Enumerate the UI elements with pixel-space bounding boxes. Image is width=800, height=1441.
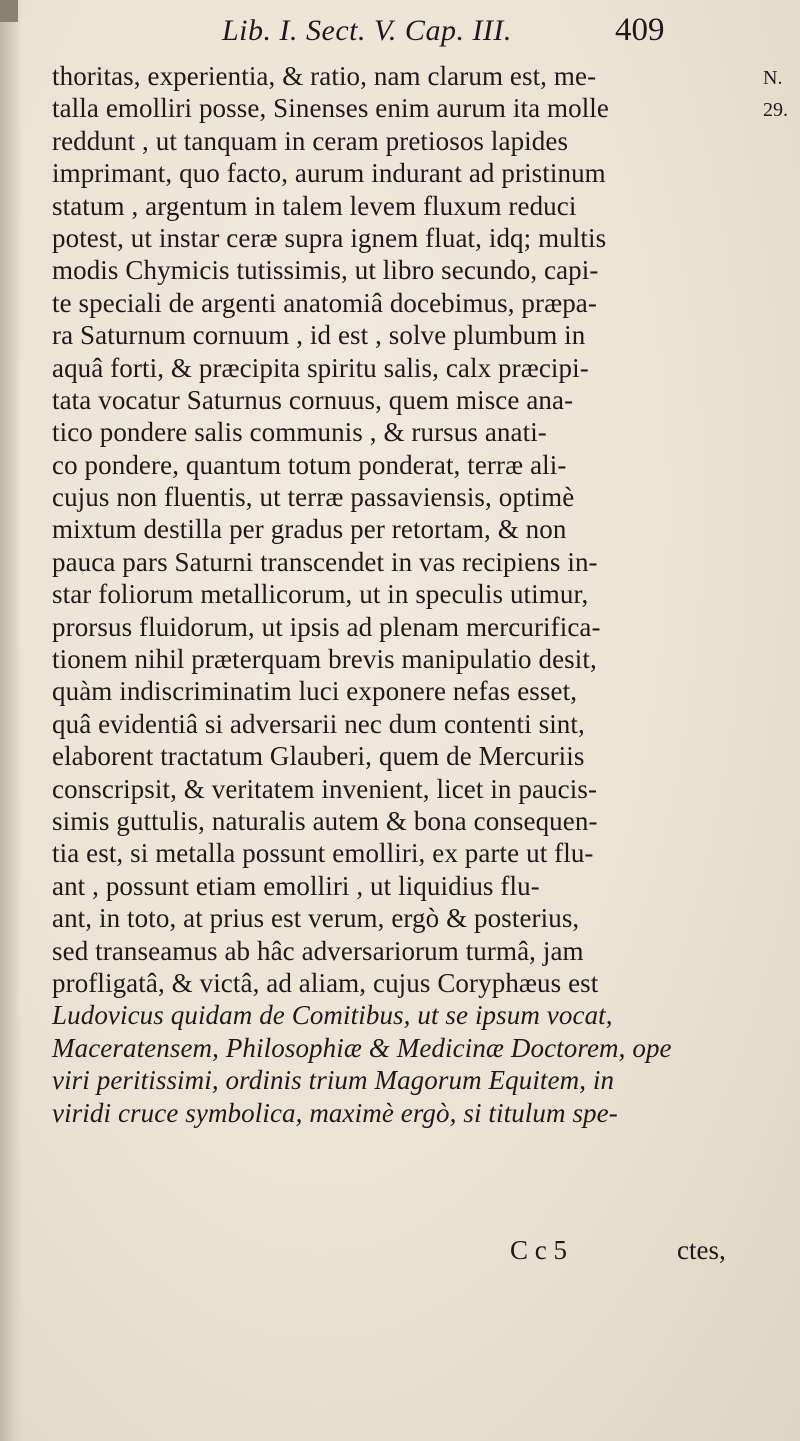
text-line: simis guttulis, naturalis autem & bona consequen- <box>52 805 598 836</box>
text-line: reddunt , ut tanquam in ceram pretiosos lapides <box>52 125 569 156</box>
text-line: ra Saturnum cornuum , id est , solve plumbum in <box>52 320 586 351</box>
text-line: profligatâ, & victâ, ad aliam, cujus Coryphæus est <box>52 967 599 998</box>
text-line: ant, in toto, at prius est verum, ergò & posterius, <box>52 903 580 934</box>
running-head: Lib. I. Sect. V. Cap. III. <box>222 14 512 47</box>
margin-note: N. <box>763 67 783 89</box>
page-number: 409 <box>615 12 665 48</box>
text-line: conscripsit, & veritatem invenient, licet in paucis- <box>52 773 598 804</box>
text-line: star foliorum metallicorum, ut in speculis utimur, <box>52 579 589 610</box>
page-corner-mark <box>0 0 18 22</box>
text-line: sed transeamus ab hâc adversariorum turmâ, jam <box>52 935 584 966</box>
text-line: aquâ forti, & præcipita spiritu salis, calx præcipi- <box>52 352 589 383</box>
text-line: thoritas, experientia, & ratio, nam clarum est, me- <box>52 61 597 91</box>
text-line: imprimant, quo facto, aurum indurant ad pristinum <box>52 158 606 189</box>
italic-text-line: Maceratensem, Philosophiæ & Medicinæ Doctorem, ope <box>52 1032 672 1063</box>
text-line: modis Chymicis tutissimis, ut libro secundo, capi- <box>52 255 599 286</box>
text-line: talla emolliri posse, Sinenses enim aurum ita molle <box>52 93 609 124</box>
catchword: ctes, <box>677 1235 726 1265</box>
text-line: tico pondere salis communis , & rursus anati- <box>52 417 547 448</box>
text-line: prorsus fluidorum, ut ipsis ad plenam mercurifica- <box>52 611 601 642</box>
text-line: potest, ut instar ceræ supra ignem fluat, idq; multis <box>52 222 607 253</box>
text-line: elaborent tractatum Glauberi, quem de Mercuriis <box>52 741 585 772</box>
text-line: pauca pars Saturni transcendet in vas recipiens in- <box>52 546 598 577</box>
text-line: co pondere, quantum totum ponderat, terræ ali- <box>52 449 567 480</box>
italic-text-line: Ludovicus quidam de Comitibus, ut se ipsum vocat, <box>52 1000 613 1031</box>
text-line: statum , argentum in talem levem fluxum reduci <box>52 190 577 221</box>
italic-text-line: viri peritissimi, ordinis trium Magorum Equitem, in <box>52 1065 615 1096</box>
italic-text-line: viridi cruce symbolica, maximè ergò, si titulum spe- <box>52 1097 618 1128</box>
text-line: mixtum destilla per gradus per retortam, & non <box>52 514 567 545</box>
text-line: quàm indiscriminatim luci exponere nefas esset, <box>52 676 578 707</box>
margin-notes <box>763 62 799 126</box>
signature-mark: C c 5 <box>510 1235 567 1265</box>
body-text <box>52 60 732 1129</box>
text-line: tionem nihil præterquam brevis manipulatio desit, <box>52 644 597 675</box>
text-line: ant , possunt etiam emolliri , ut liquidius flu- <box>52 870 540 901</box>
text-line: te speciali de argenti anatomiâ docebimus, præpa- <box>52 287 597 318</box>
margin-note: 29. <box>763 99 788 121</box>
footer-row <box>52 1234 732 1266</box>
text-line: quâ evidentiâ si adversarii nec dum contenti sint, <box>52 708 585 739</box>
text-line: cujus non fluentis, ut terræ passaviensis, optimè <box>52 482 575 513</box>
page-gutter-shadow <box>0 0 22 1441</box>
text-line: tata vocatur Saturnus cornuus, quem misce ana- <box>52 384 574 415</box>
text-line: tia est, si metalla possunt emolliri, ex parte ut flu- <box>52 838 594 869</box>
